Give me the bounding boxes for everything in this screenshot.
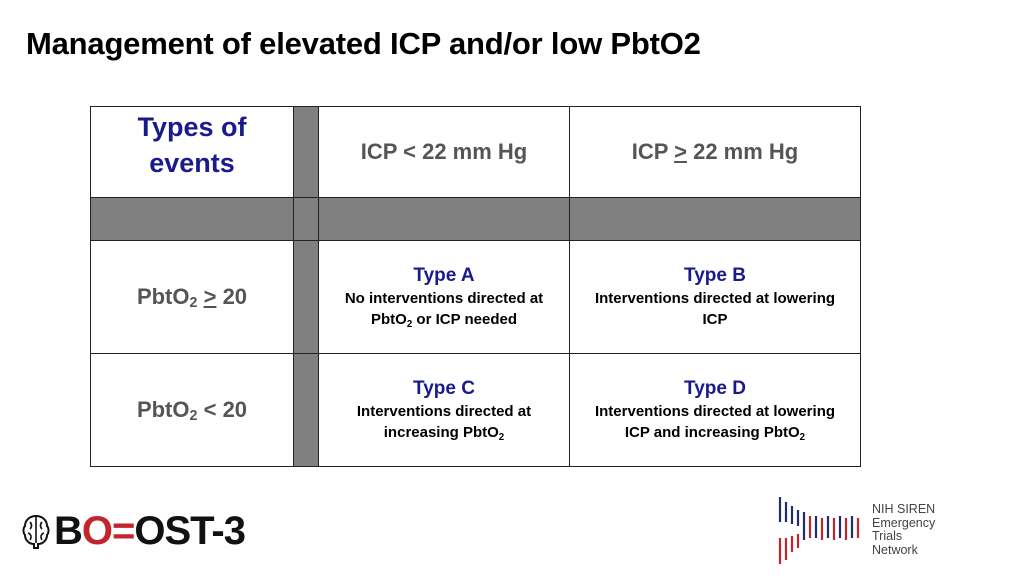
type-d-description: Interventions directed at lowering ICP and increasing PbtO$_2$: [594, 403, 836, 443]
corner-cell: [91, 107, 294, 198]
types-of-events-heading: [91, 109, 293, 181]
type-a-cell: [319, 241, 570, 354]
boost3-wordmark: BO=OST-3: [54, 508, 245, 553]
events-table: [90, 106, 861, 467]
row-label-pbto2-low: PbtO$_2$ < 20: [91, 354, 294, 467]
gray-divider-row: [91, 198, 861, 241]
siren-line: Network: [872, 542, 918, 557]
type-b-description: Interventions directed at lowering ICP: [594, 290, 836, 328]
types-heading-line1: Types of: [137, 112, 247, 142]
gray-divider-cell: [319, 198, 570, 241]
types-heading-line2: events: [149, 148, 235, 178]
bar-signal-icon: [776, 494, 866, 570]
nih-siren-logo: [776, 494, 1016, 570]
type-b-cell: [570, 241, 861, 354]
type-c-title: Type C: [413, 378, 475, 399]
column-header-icp-low: [319, 107, 570, 198]
siren-line: NIH SIREN: [872, 502, 936, 516]
type-c-cell: [319, 354, 570, 467]
type-a-description: No interventions directed at PbtO$_2$ or ICP needed: [344, 290, 544, 330]
type-b-title: Type B: [684, 265, 746, 286]
gray-separator-cell: [294, 107, 319, 198]
table-header-row: [91, 107, 861, 198]
brain-icon: [22, 513, 50, 549]
table-row-pbto2-low: [91, 354, 861, 467]
column-header-icp-high: [570, 107, 861, 198]
icp-high-label: ICP > 22 mm Hg: [631, 139, 799, 164]
gray-separator-cell: [294, 354, 319, 467]
icp-low-label: ICP < 22 mm Hg: [360, 139, 528, 164]
gray-divider-cell: [294, 198, 319, 241]
boost3-logo: [22, 508, 245, 554]
type-d-title: Type D: [684, 378, 746, 399]
table-row-pbto2-high: [91, 241, 861, 354]
gray-separator-cell: [294, 241, 319, 354]
type-d-cell: [570, 354, 861, 467]
siren-line: Emergency: [872, 515, 936, 530]
siren-wordmark: [872, 503, 935, 557]
gray-divider-cell: [91, 198, 294, 241]
row-label-pbto2-high: PbtO$_2$ > 20: [91, 241, 294, 354]
slide-title: Management of elevated ICP and/or low PbtO2: [26, 26, 701, 61]
type-c-description: Interventions directed at increasing PbtO$_2$: [356, 403, 532, 443]
gray-divider-cell: [570, 198, 861, 241]
siren-line: Trials: [872, 529, 903, 543]
type-a-title: Type A: [413, 265, 475, 286]
